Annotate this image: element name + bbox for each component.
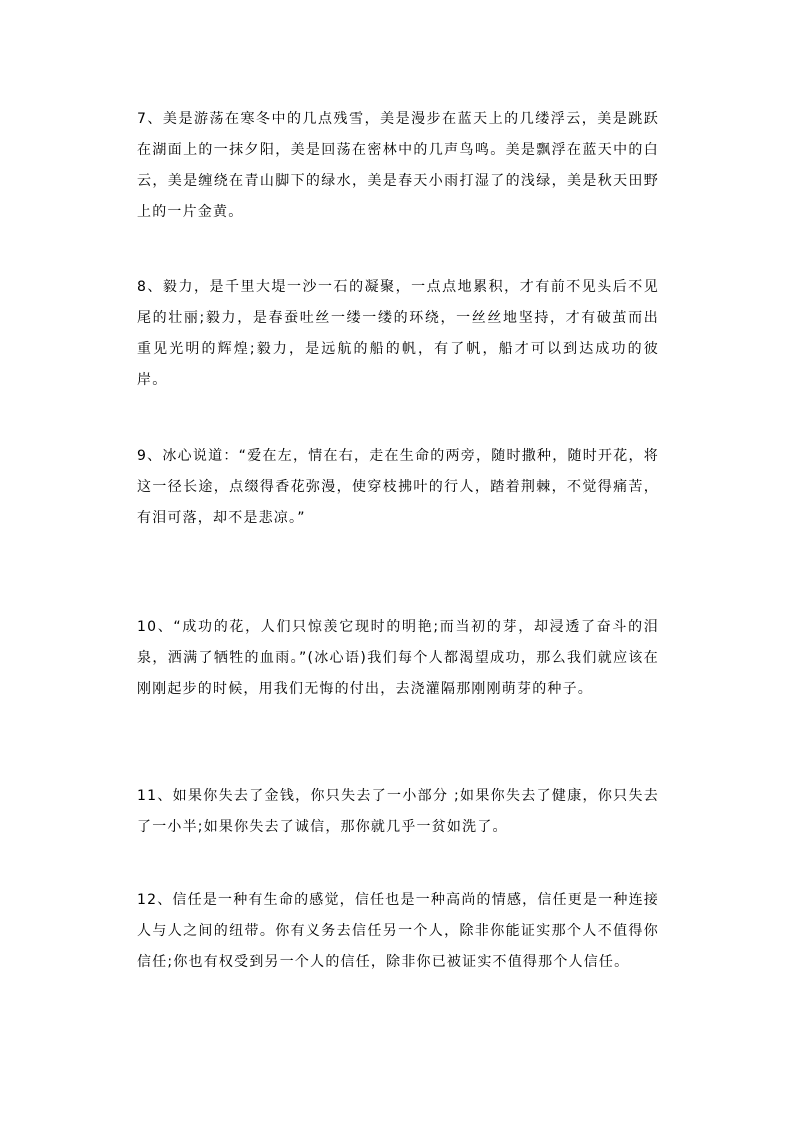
paragraph-8: 8、毅力，是千里大堤一沙一石的凝聚，一点点地累积，才有前不见头后不见尾的壮丽;毅力，是春蚕吐丝一缕一缕的环绕，一丝丝地坚持，才有破茧而出重见光明的辉煌;毅力，是远航的船的帆，有了帆，船才可以到达成功的彼岸。 — [137, 279, 659, 388]
paragraph-9: 9、冰心说道：“爱在左，情在右，走在生命的两旁，随时撒种，随时开花，将这一径长途，点缀得香花弥漫，使穿枝拂叶的行人，踏着荆棘，不觉得痛苦，有泪可落，却不是悲凉。” — [137, 448, 659, 526]
paragraph-12: 12、信任是一种有生命的感觉，信任也是一种高尚的情感，信任更是一种连接人与人之间的纽带。你有义务去信任另一个人，除非你能证实那个人不值得你信任;你也有权受到另一个人的信任，除非你已被证实不值得那个人信任。 — [137, 892, 659, 970]
paragraph-7: 7、美是游荡在寒冬中的几点残雪，美是漫步在蓝天上的几缕浮云，美是跳跃在湖面上的一抹夕阳，美是回荡在密林中的几声鸟鸣。美是飘浮在蓝天中的白云，美是缠绕在青山脚下的绿水，美是春天小雨打湿了的浅绿，美是秋天田野上的一片金黄。 — [137, 111, 659, 220]
paragraph-11: 11、如果你失去了金钱，你只失去了一小部分 ;如果你失去了健康，你只失去了一小半;如果你失去了诚信，那你就几乎一贫如洗了。 — [137, 788, 659, 835]
paragraph-10: 10、“成功的花，人们只惊羡它现时的明艳;而当初的芽，却浸透了奋斗的泪泉，洒满了牺牲的血雨。”(冰心语)我们每个人都渴望成功，那么我们就应该在刚刚起步的时候，用我们无悔的付出，去浇灌隔那刚刚萌芽的种子。 — [137, 619, 659, 697]
